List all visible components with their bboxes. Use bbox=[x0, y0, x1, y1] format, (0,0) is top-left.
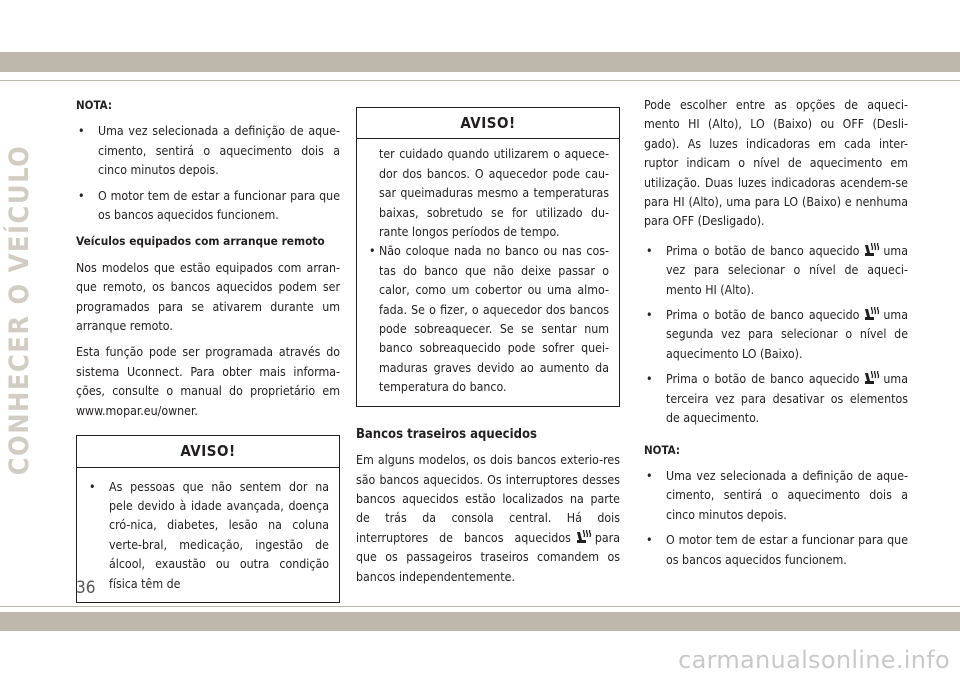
list-item: • Uma vez selecionada a definição de aque-cimento, sentirá o aquecimento dois a cinco minutos depois. bbox=[644, 467, 908, 525]
heated-seat-icon bbox=[862, 371, 880, 385]
note-label: NOTA: bbox=[644, 442, 680, 457]
paragraph: Nos modelos que estão equipados com arran-que remoto, os bancos aquecidos podem ser programados para se ativarem durante um arranque remoto. bbox=[76, 260, 340, 334]
list-item: • Não coloque nada no banco ou nas cos-tas do banco que não deixe passar o calor, como um cobertor ou uma almo-fada. Se o fizer, o aquecedor dos bancos pode sobreaquecer. Se se sentar num banco sobreaquecido pode sofrer quei-maduras graves devido ao aumento da temperatura do banco. bbox=[367, 242, 609, 397]
instruction-list bbox=[644, 242, 908, 429]
heated-seat-icon bbox=[574, 530, 592, 544]
column-3 bbox=[644, 96, 908, 577]
paragraph: Em alguns modelos, os dois bancos exterio-res são bancos aquecidos. Os interruptores desses bancos aquecidos estão localizados na parte de trás da consola central. Há dois interruptores de bancos aquecidos para que os passageiros traseiros comandem os bancos independentemente. bbox=[356, 453, 620, 584]
heated-seat-icon bbox=[862, 307, 880, 321]
column-2 bbox=[356, 107, 620, 594]
note-label: NOTA: bbox=[76, 98, 112, 112]
watermark: carmanualsonline.info bbox=[678, 646, 950, 674]
side-tab bbox=[0, 100, 40, 520]
heated-seat-icon bbox=[862, 243, 880, 257]
header-rule bbox=[0, 80, 960, 81]
footer-rule bbox=[0, 606, 960, 607]
warning-body bbox=[357, 139, 619, 405]
list-item: • Uma vez selecionada a definição de aque-cimento, sentirá o aquecimento dois a cinco minutos depois. bbox=[76, 122, 340, 180]
footer-band bbox=[0, 612, 960, 631]
list-item: • O motor tem de estar a funcionar para que os bancos aquecidos funcionem. bbox=[644, 531, 908, 570]
section-heading: Bancos traseiros aquecidos bbox=[356, 426, 537, 442]
warning-title: AVISO! bbox=[357, 108, 619, 139]
column-1 bbox=[76, 96, 340, 603]
section-title: CONHECER O VEÍCULO bbox=[4, 144, 35, 476]
list-item: • As pessoas que não sentem dor na pele devido à idade avançada, doença cró-nica, diabetes, lesão na coluna verte-bral, medicação, ingestão de álcool, exaustão ou outra condição física têm de bbox=[87, 478, 329, 594]
list-item: • Prima o botão de banco aquecido uma terceira vez para desativar os elementos de aquecimento. bbox=[644, 370, 908, 428]
warning-title: AVISO! bbox=[77, 436, 339, 467]
warning-box bbox=[356, 107, 620, 407]
paragraph: Esta função pode ser programada através do sistema Uconnect. Para obter mais informa-ções, consulte o manual do proprietário em www.mopar.eu/owner. bbox=[76, 345, 340, 418]
list-item: • O motor tem de estar a funcionar para que os bancos aquecidos funcionem. bbox=[76, 187, 340, 226]
header-band bbox=[0, 52, 960, 72]
list-item: • Prima o botão de banco aquecido uma vez para selecionar o nível de aqueci-mento HI (Alto). bbox=[644, 242, 908, 300]
section-heading: Veículos equipados com arranque remoto bbox=[76, 234, 325, 249]
paragraph: ter cuidado quando utilizarem o aquece-dor dos bancos. O aquecedor pode cau-sar queimaduras mesmo a temperaturas baixas, sobretudo se for utilizado du-rante longos períodos de tempo. bbox=[379, 147, 609, 240]
paragraph: Pode escolher entre as opções de aqueci-mento HI (Alto), LO (Baixo) ou OFF (Desli-gado). As luzes indicadoras em cada inter-ruptor indicam o nível de aquecimento em utilização. Duas luzes indicadoras acendem-se para HI (Alto), uma para LO (Baixo) e nenhuma para OFF (Desligado). bbox=[644, 98, 908, 229]
note-list bbox=[76, 122, 340, 225]
warning-body bbox=[77, 468, 339, 602]
page-number: 36 bbox=[76, 578, 96, 598]
list-item: • Prima o botão de banco aquecido uma segunda vez para selecionar o nível de aquecimento LO (Baixo). bbox=[644, 306, 908, 364]
note-list bbox=[644, 467, 908, 570]
warning-box bbox=[76, 435, 340, 603]
